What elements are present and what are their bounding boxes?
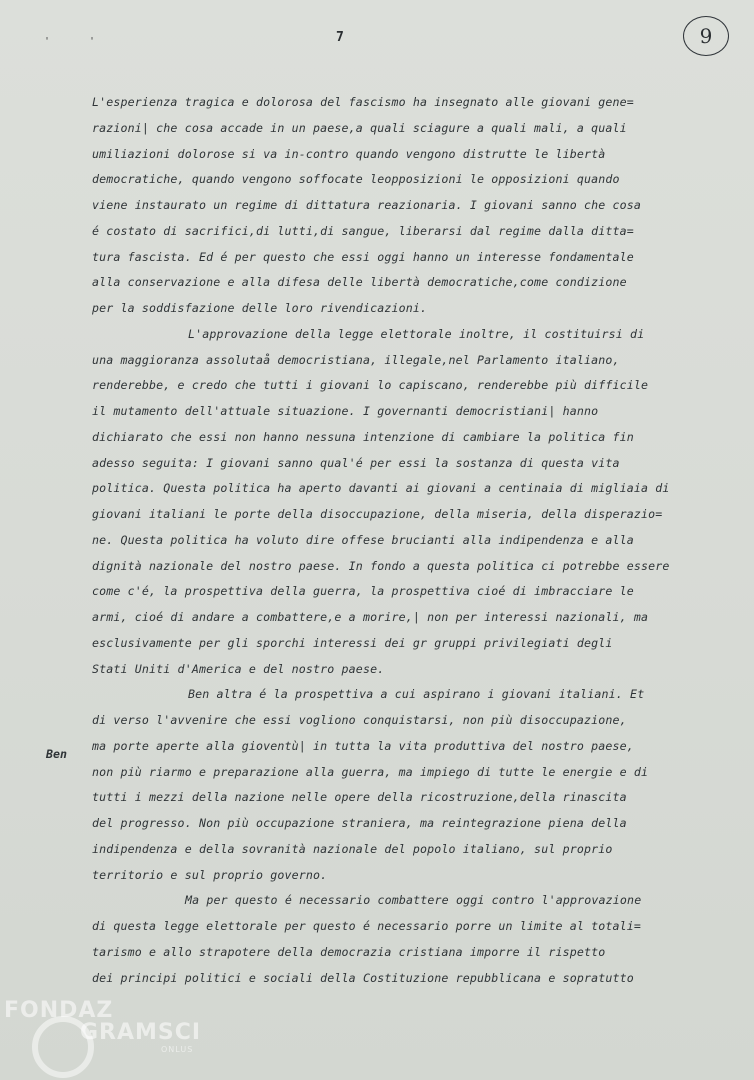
handwritten-page-number: 9	[683, 16, 729, 56]
text-line: Stati Uniti d'America e del nostro paese.	[92, 661, 385, 676]
text-line: viene instaurato un regime di dittatura reazionaria. I giovani sanno che cosa	[92, 198, 642, 212]
text-line: il mutamento dell'attuale situazione. I governanti democristiani| hanno	[92, 404, 599, 418]
text-line: adesso seguita: I giovani sanno qual'é per essi la sostanza di questa vita	[92, 455, 620, 470]
text-line: ne. Questa politica ha voluto dire offese brucianti alla indipendenza e alla	[92, 532, 634, 547]
text-line: dignità nazionale del nostro paese. In fondo a questa politica ci potrebbe essere	[92, 558, 670, 573]
text-line: democratiche, quando vengono soffocate leopposizioni le opposizioni quando	[92, 172, 620, 187]
text-line: politica. Questa politica ha aperto davanti ai giovani a centinaia di migliaia di	[92, 481, 670, 496]
paragraph-start-line: Ben altra é la prospettiva a cui aspirano i giovani italiani. Et	[188, 687, 645, 702]
paragraph-start-line: Ma per questo é necessario combattere oggi contro l'approvazione	[185, 893, 642, 908]
text-line: L'esperienza tragica e dolorosa del fascismo ha insegnato alle giovani gene=	[92, 95, 634, 109]
text-line: di questa legge elettorale per questo é necessario porre un limite al totali=	[92, 919, 642, 933]
text-line: dichiarato che essi non hanno nessuna intenzione di cambiare la politica fin	[92, 429, 634, 444]
archive-watermark	[4, 996, 244, 1080]
text-line: tutti i mezzi della nazione nelle opere della ricostruzione,della rinascita	[92, 790, 627, 805]
text-line: é costato di sacrifici,di lutti,di sangue, liberarsi dal regime dalla ditta=	[92, 223, 634, 238]
text-line: ma porte aperte alla gioventù| in tutta la vita produttiva del nostro paese,	[92, 738, 634, 753]
text-line: indipendenza e della sovranità nazionale del popolo italiano, sul proprio	[92, 841, 613, 856]
text-line: umiliazioni dolorose si va in-contro quando vengono distrutte le libertà	[92, 146, 606, 161]
text-line: esclusivamente per gli sporchi interessi dei gr gruppi privilegiati degli	[92, 635, 613, 650]
text-line: tura fascista. Ed é per questo che essi oggi hanno un interesse fondamentale	[92, 249, 634, 264]
text-line: una maggioranza assolutaå democristiana, illegale,nel Parlamento italiano,	[92, 352, 620, 367]
margin-tick-mark: '	[89, 36, 96, 47]
text-line: giovani italiani le porte della disoccupazione, della miseria, della disperazio=	[92, 507, 663, 521]
page-number: 7	[336, 30, 344, 45]
text-line: del progresso. Non più occupazione straniera, ma reintegrazione piena della	[92, 816, 627, 830]
text-line: per la soddisfazione delle loro rivendicazioni.	[92, 301, 428, 315]
text-line: non più riarmo e preparazione alla guerra, ma impiego di tutte le energie e di	[92, 764, 649, 779]
margin-note: Ben	[46, 747, 67, 761]
text-line: territorio e sul proprio governo.	[92, 867, 328, 882]
typewritten-text-block	[92, 90, 722, 991]
text-line: dei principi politici e sociali della Costituzione repubblicana e sopratutto	[92, 970, 634, 985]
text-line: alla conservazione e alla difesa delle libertà democratiche,come condizione	[92, 275, 627, 290]
text-line: di verso l'avvenire che essi vogliono conquistarsi, non più disoccupazione,	[92, 713, 627, 727]
text-line: renderebbe, e credo che tutti i giovani lo capiscano, renderebbe più difficile	[92, 378, 649, 393]
watermark-text-gramsci: GRAMSCI	[80, 1020, 202, 1045]
text-line: tarismo e allo strapotere della democrazia cristiana imporre il rispetto	[92, 944, 606, 959]
paragraph-start-line: L'approvazione della legge elettorale inoltre, il costituirsi di	[188, 326, 645, 341]
text-line: armi, cioé di andare a combattere,e a morire,| non per interessi nazionali, ma	[92, 610, 649, 624]
text-line: come c'é, la prospettiva della guerra, la prospettiva cioé di imbracciare le	[92, 584, 634, 599]
text-line: razioni| che cosa accade in un paese,a quali sciagure a quali mali, a quali	[92, 120, 627, 135]
margin-tick-mark: '	[44, 36, 51, 47]
watermark-text-onlus: ONLUS	[161, 1045, 194, 1054]
watermark-text-fondazione: FONDAZ	[4, 998, 114, 1023]
